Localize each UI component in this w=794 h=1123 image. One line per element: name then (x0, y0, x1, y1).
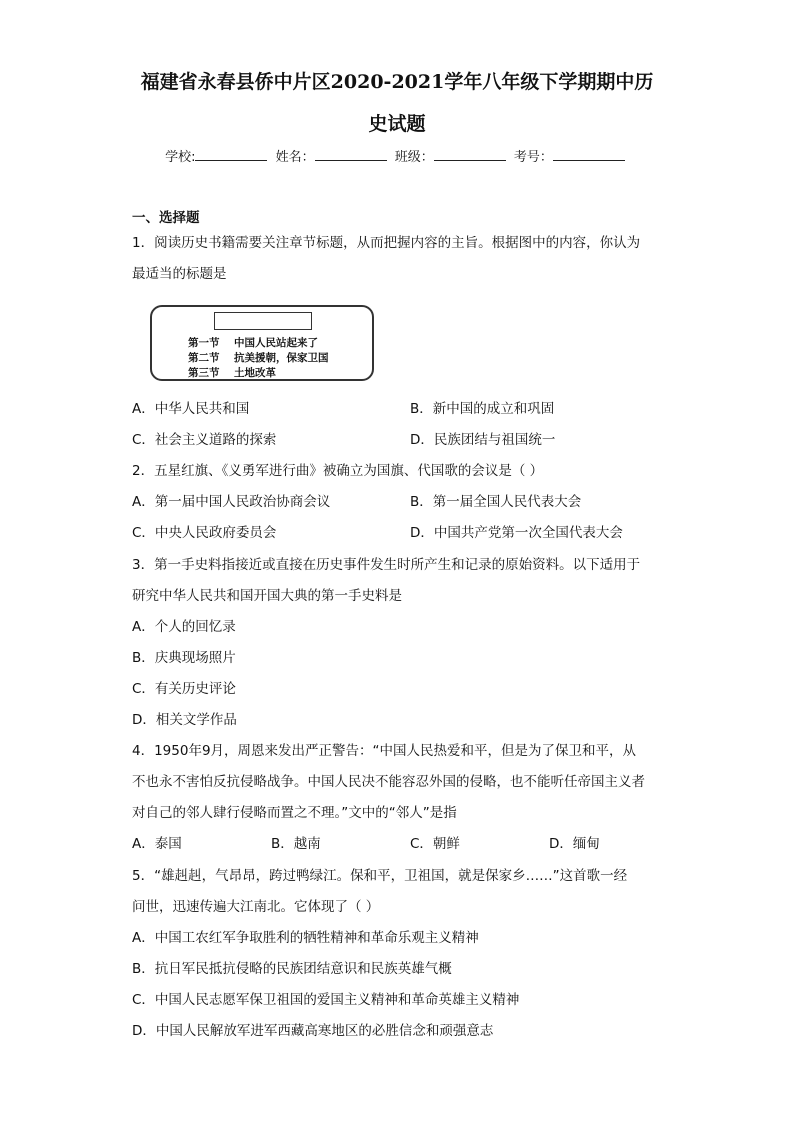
class-label: 班级： (394, 150, 434, 165)
q1-option-b[interactable]: B．新中国的成立和巩固 (410, 401, 555, 417)
q3-option-c[interactable]: C．有关历史评论 (132, 681, 236, 697)
q5-stem-line1: 5．“雄赳赳，气昂昂，跨过鸭绿江。保和平，卫祖国，就是保家乡……”这首歌一经 (132, 868, 628, 884)
q1-option-c[interactable]: C．社会主义道路的探索 (132, 432, 277, 448)
q4-stem-line3: 对自己的邻人肆行侵略而置之不理。”文中的“邻人”是指 (132, 805, 457, 821)
q4-stem-line2: 不也永不害怕反抗侵略战争。中国人民决不能容忍外国的侵略，也不能听任帝国主义者 (132, 774, 645, 790)
q1-option-a[interactable]: A．中华人民共和国 (132, 401, 250, 417)
student-info-row (0, 146, 794, 167)
exam-title-line2: 史试题 (368, 113, 426, 135)
q3-stem-line1: 3．第一手史料指接近或直接在历史事件发生时所产生和记录的原始资料。以下适用于 (132, 557, 641, 573)
exam-no-blank[interactable] (553, 146, 625, 161)
q3-option-d[interactable]: D．相关文学作品 (132, 712, 237, 728)
q4-stem-line1: 4．1950年9月，周恩来发出严正警告：“中国人民热爱和平，但是为了保卫和平，从 (132, 743, 637, 759)
exam-no-label: 考号： (513, 150, 553, 165)
q3-option-a[interactable]: A．个人的回忆录 (132, 619, 236, 635)
q4-option-b[interactable]: B．越南 (271, 836, 321, 852)
school-blank[interactable] (195, 146, 267, 161)
q4-option-d[interactable]: D．缅甸 (549, 836, 600, 852)
name-blank[interactable] (315, 146, 387, 161)
q1-figure-row: 第二节 抗美援朝，保家卫国 (188, 352, 329, 364)
q5-option-b[interactable]: B．抗日军民抵抗侵略的民族团结意识和民族英雄气概 (132, 961, 452, 977)
q3-stem-line2: 研究中华人民共和国开国大典的第一手史料是 (132, 588, 402, 604)
q1-figure-title-box (214, 312, 312, 330)
q2-option-c[interactable]: C．中央人民政府委员会 (132, 525, 277, 541)
exam-title-line1: 福建省永春县侨中片区2020-2021学年八年级下学期期中历 (140, 71, 654, 93)
q2-stem-line1: 2．五星红旗、《义勇军进行曲》被确立为国旗、代国歌的会议是（ ） (132, 463, 544, 479)
q1-figure-row: 第三节 土地改革 (188, 367, 276, 379)
q5-option-c[interactable]: C．中国人民志愿军保卫祖国的爱国主义精神和革命英雄主义精神 (132, 992, 520, 1008)
q2-option-d[interactable]: D．中国共产党第一次全国代表大会 (410, 525, 623, 541)
q1-chapter-figure (150, 305, 374, 381)
class-blank[interactable] (434, 146, 506, 161)
name-label: 姓名： (275, 150, 315, 165)
q4-option-c[interactable]: C．朝鲜 (410, 836, 460, 852)
q5-stem-line2: 问世，迅速传遍大江南北。它体现了（ ） (132, 899, 380, 915)
q1-stem-line1: 1．阅读历史书籍需要关注章节标题，从而把握内容的主旨。根据图中的内容，你认为 (132, 235, 641, 251)
q4-option-a[interactable]: A．泰国 (132, 836, 182, 852)
q1-option-d[interactable]: D．民族团结与祖国统一 (410, 432, 556, 448)
q1-figure-row: 第一节 中国人民站起来了 (188, 337, 318, 349)
q5-option-a[interactable]: A．中国工农红军争取胜利的牺牲精神和革命乐观主义精神 (132, 930, 479, 946)
q2-option-b[interactable]: B．第一届全国人民代表大会 (410, 494, 582, 510)
q2-option-a[interactable]: A．第一届中国人民政治协商会议 (132, 494, 331, 510)
q3-option-b[interactable]: B．庆典现场照片 (132, 650, 236, 666)
school-label: 学校: (165, 150, 196, 165)
q1-stem-line2: 最适当的标题是 (132, 266, 227, 282)
section-heading: 一、选择题 (132, 210, 200, 226)
q5-option-d[interactable]: D．中国人民解放军进军西藏高寒地区的必胜信念和顽强意志 (132, 1023, 494, 1039)
